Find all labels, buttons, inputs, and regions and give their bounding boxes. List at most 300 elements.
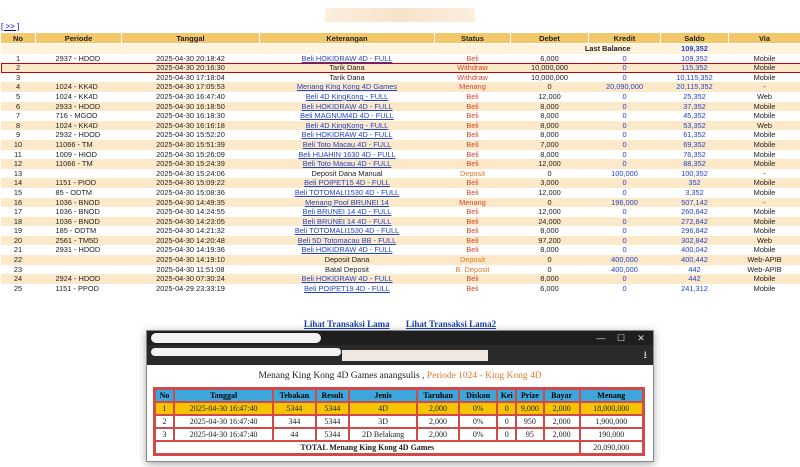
- row-periode: 1024 - KK4D: [36, 121, 122, 131]
- row-tanggal: 2025-04-30 11:51:08: [122, 265, 260, 275]
- table-row: [1, 150, 800, 160]
- row-tanggal: 2025-04-30 20:18:42: [122, 54, 260, 64]
- win-row: [155, 415, 643, 428]
- table-row: [1, 159, 800, 169]
- win-cell-diskon: 0%: [459, 428, 497, 441]
- row-no: 19: [1, 226, 36, 236]
- row-debet: 24,000: [511, 217, 589, 227]
- row-keterangan[interactable]: Beli HOKIDRAW 4D - FULL: [260, 130, 435, 140]
- win-row: [155, 402, 643, 415]
- row-debet: 0: [511, 265, 589, 275]
- row-periode: [36, 265, 122, 275]
- row-no: 13: [1, 169, 36, 179]
- row-kredit: 0: [589, 73, 661, 83]
- row-via: Mobile: [729, 245, 800, 255]
- row-no: 1: [1, 54, 36, 64]
- row-keterangan[interactable]: Beli BRUNEI 14 4D - FULL: [260, 217, 435, 227]
- row-keterangan: Tarik Dana: [260, 73, 435, 83]
- win-header-row: [155, 389, 643, 402]
- popup-heading-main: Menang King Kong 4D Games anangsulis ,: [258, 371, 425, 381]
- win-cell-tebakan: 44: [273, 428, 315, 441]
- row-tanggal: 2025-04-30 17:05:53: [122, 82, 260, 92]
- row-no: 14: [1, 178, 36, 188]
- row-kredit: 0: [589, 274, 661, 284]
- row-kredit: 0: [589, 226, 661, 236]
- row-no: 7: [1, 111, 36, 121]
- win-cell-prize: 950: [516, 415, 543, 428]
- col-no: No: [1, 33, 36, 44]
- row-saldo: 37,352: [661, 102, 729, 112]
- win-cell-diskon: 0%: [459, 415, 497, 428]
- row-saldo: 45,352: [661, 111, 729, 121]
- table-row: [1, 92, 800, 102]
- row-status: Beli: [435, 284, 511, 294]
- row-keterangan[interactable]: Beli BRUNEI 14 4D - FULL: [260, 207, 435, 217]
- row-via: Mobile: [729, 140, 800, 150]
- win-cell-prize: 9,000: [516, 402, 543, 415]
- col-saldo: Saldo: [661, 33, 729, 44]
- win-cell-bayar: 2,000: [544, 428, 580, 441]
- row-no: 10: [1, 140, 36, 150]
- row-debet: 10,000,000: [511, 63, 589, 73]
- col-kredit: Kredit: [589, 33, 661, 44]
- old-transactions2-link[interactable]: Lihat Transaksi Lama2: [405, 319, 497, 329]
- transaction-table: [0, 32, 800, 293]
- row-keterangan[interactable]: Menang King Kong 4D Games: [260, 82, 435, 92]
- row-periode: 2937 - HDOD: [36, 54, 122, 64]
- row-tanggal: 2025-04-30 14:24:55: [122, 207, 260, 217]
- popup-titlebar: [147, 331, 653, 345]
- row-no: 9: [1, 130, 36, 140]
- win-cell-tebakan: 5344: [273, 402, 315, 415]
- row-saldo: 442: [661, 274, 729, 284]
- table-row: [1, 130, 800, 140]
- row-no: 5: [1, 92, 36, 102]
- row-debet: 6,000: [511, 54, 589, 64]
- row-keterangan[interactable]: Beli POIPET15 4D - FULL: [260, 178, 435, 188]
- win-cell-result: 5344: [316, 415, 350, 428]
- win-col-menang: Menang: [580, 389, 643, 402]
- row-debet: 8,000: [511, 150, 589, 160]
- win-col-result: Result: [316, 389, 350, 402]
- row-tanggal: 2025-04-30 20:16:30: [122, 63, 260, 73]
- row-saldo: 10,115,352: [661, 73, 729, 83]
- win-cell-taruhan: 2,000: [417, 415, 459, 428]
- row-saldo: 25,352: [661, 92, 729, 102]
- last-balance-row: [1, 44, 800, 54]
- row-debet: 7,000: [511, 140, 589, 150]
- win-col-tanggal: Tanggal: [174, 389, 273, 402]
- row-kredit: 0: [589, 63, 661, 73]
- row-saldo: 53,352: [661, 121, 729, 131]
- col-tanggal: Tanggal: [122, 33, 260, 44]
- row-keterangan[interactable]: Beli 4D KingKong - FULL: [260, 92, 435, 102]
- row-debet: 12,000: [511, 207, 589, 217]
- col-debet: Debet: [511, 33, 589, 44]
- win-cell-kei: 0: [497, 428, 516, 441]
- old-transactions-link[interactable]: Lihat Transaksi Lama: [303, 319, 390, 329]
- row-no: 24: [1, 274, 36, 284]
- row-via: -: [729, 169, 800, 179]
- row-status: Beli: [435, 159, 511, 169]
- table-row: [1, 255, 800, 265]
- row-tanggal: 2025-04-30 14:19:36: [122, 245, 260, 255]
- row-no: 23: [1, 265, 36, 275]
- row-status: Beli: [435, 92, 511, 102]
- row-debet: 8,000: [511, 102, 589, 112]
- row-periode: [36, 169, 122, 179]
- table-row: [1, 102, 800, 112]
- row-via: Mobile: [729, 159, 800, 169]
- row-kredit: 0: [589, 188, 661, 198]
- row-debet: 8,000: [511, 111, 589, 121]
- row-saldo: 88,352: [661, 159, 729, 169]
- popup-content: [147, 371, 653, 452]
- row-status: Beli: [435, 236, 511, 246]
- row-kredit: 0: [589, 150, 661, 160]
- redacted-url: [151, 348, 341, 356]
- row-periode: 2924 - HDOD: [36, 274, 122, 284]
- row-kredit: 0: [589, 217, 661, 227]
- row-keterangan: Deposit Dana Manual: [260, 169, 435, 179]
- win-col-bayar: Bayar: [544, 389, 580, 402]
- row-tanggal: 2025-04-30 15:24:39: [122, 159, 260, 169]
- row-no: 6: [1, 102, 36, 112]
- row-keterangan[interactable]: Menang Pool BRUNEI 14: [260, 198, 435, 208]
- row-no: 8: [1, 121, 36, 131]
- table-row: [1, 188, 800, 198]
- table-row: [1, 82, 800, 92]
- row-saldo: 302,842: [661, 236, 729, 246]
- row-via: -: [729, 82, 800, 92]
- row-no: 20: [1, 236, 36, 246]
- row-no: 12: [1, 159, 36, 169]
- win-col-jenis: Jenis: [349, 389, 417, 402]
- row-tanggal: 2025-04-30 15:09:22: [122, 178, 260, 188]
- table-row: [1, 73, 800, 83]
- row-no: 22: [1, 255, 36, 265]
- maximize-icon[interactable]: ☐: [616, 333, 626, 343]
- row-tanggal: 2025-04-30 17:18:04: [122, 73, 260, 83]
- row-periode: 2933 - HDOD: [36, 102, 122, 112]
- minimize-icon[interactable]: —: [596, 333, 606, 343]
- row-via: Web-APIB: [729, 255, 800, 265]
- row-status: Deposit: [435, 169, 511, 179]
- row-status: Beli: [435, 274, 511, 284]
- table-row: [1, 226, 800, 236]
- row-debet: 0: [511, 255, 589, 265]
- win-col-taruhan: Taruhan: [417, 389, 459, 402]
- redacted-title: [325, 8, 475, 22]
- row-kredit: 0: [589, 130, 661, 140]
- win-cell-menang: 190,000: [580, 428, 643, 441]
- row-saldo: 260,842: [661, 207, 729, 217]
- row-saldo: 76,352: [661, 150, 729, 160]
- row-keterangan: Deposit Dana: [260, 255, 435, 265]
- row-via: Mobile: [729, 178, 800, 188]
- row-tanggal: 2025-04-30 15:52:20: [122, 130, 260, 140]
- row-status: Beli: [435, 188, 511, 198]
- row-no: 15: [1, 188, 36, 198]
- win-cell-bayar: 2,000: [544, 402, 580, 415]
- row-via: Mobile: [729, 274, 800, 284]
- row-debet: 8,000: [511, 130, 589, 140]
- popup-heading-periode: Periode 1024 - King Kong 4D: [426, 371, 542, 381]
- row-periode: 1036 - BNOD: [36, 217, 122, 227]
- row-status: Menang: [435, 198, 511, 208]
- row-kredit: 196,000: [589, 198, 661, 208]
- win-cell-tanggal: 2025-04-30 16:47:40: [174, 428, 273, 441]
- download-icon[interactable]: ⭳: [643, 350, 647, 361]
- table-header-row: [1, 33, 800, 44]
- win-col-diskon: Diskon: [459, 389, 497, 402]
- row-status: Beli: [435, 54, 511, 64]
- row-saldo: 61,352: [661, 130, 729, 140]
- row-kredit: 0: [589, 284, 661, 294]
- row-keterangan[interactable]: Beli HOKIDRAW 4D - FULL: [260, 274, 435, 284]
- win-cell-jenis: 4D: [349, 402, 417, 415]
- popup-heading: [147, 371, 653, 383]
- table-row: [1, 140, 800, 150]
- col-keterangan: Keterangan: [260, 33, 435, 44]
- row-tanggal: 2025-04-30 07:30:24: [122, 274, 260, 284]
- win-cell-no: 3: [155, 428, 174, 441]
- row-via: Mobile: [729, 102, 800, 112]
- row-debet: 12,000: [511, 159, 589, 169]
- last-balance-value: 109,352: [661, 44, 729, 54]
- row-debet: 12,000: [511, 188, 589, 198]
- row-via: Web: [729, 92, 800, 102]
- row-kredit: 0: [589, 102, 661, 112]
- win-cell-kei: 0: [497, 402, 516, 415]
- row-periode: 11066 - TM: [36, 159, 122, 169]
- row-tanggal: 2025-04-30 14:21:32: [122, 226, 260, 236]
- row-periode: 716 - MGOD: [36, 111, 122, 121]
- row-periode: 2932 - HDOD: [36, 130, 122, 140]
- row-via: Mobile: [729, 150, 800, 160]
- row-tanggal: 2025-04-30 15:26:09: [122, 150, 260, 160]
- win-cell-jenis: 2D Belakang: [349, 428, 417, 441]
- row-periode: 1151 - PPOD: [36, 284, 122, 294]
- table-row: [1, 198, 800, 208]
- row-via: -: [729, 198, 800, 208]
- redacted-url-extra: [342, 350, 488, 361]
- row-keterangan: Batal Deposit: [260, 265, 435, 275]
- row-via: Mobile: [729, 207, 800, 217]
- win-cell-result: 5344: [316, 428, 350, 441]
- row-status: Beli: [435, 217, 511, 227]
- row-status: Beli: [435, 150, 511, 160]
- table-row: [1, 245, 800, 255]
- row-status: Beli: [435, 178, 511, 188]
- row-periode: 11066 - TM: [36, 140, 122, 150]
- win-col-tebakan: Tebakan: [273, 389, 315, 402]
- row-no: 18: [1, 217, 36, 227]
- redacted-popup-title: [151, 333, 321, 343]
- table-row: [1, 265, 800, 275]
- last-balance-label: Last Balance: [511, 44, 661, 54]
- row-no: 2: [1, 63, 36, 73]
- row-saldo: 296,842: [661, 226, 729, 236]
- win-cell-result: 5344: [316, 402, 350, 415]
- row-via: Mobile: [729, 54, 800, 64]
- row-saldo: 69,352: [661, 140, 729, 150]
- row-kredit: 100,000: [589, 169, 661, 179]
- row-periode: 2931 - HDOD: [36, 245, 122, 255]
- win-detail-table: [153, 387, 645, 456]
- row-status: Beli: [435, 245, 511, 255]
- row-saldo: 272,842: [661, 217, 729, 227]
- win-cell-no: 2: [155, 415, 174, 428]
- row-debet: 8,000: [511, 226, 589, 236]
- win-cell-menang: 18,000,000: [580, 402, 643, 415]
- row-periode: 185 - ODTM: [36, 226, 122, 236]
- win-total-label: TOTAL Menang King Kong 4D Games: [155, 441, 580, 454]
- row-periode: 1036 - BNOD: [36, 207, 122, 217]
- row-kredit: 0: [589, 159, 661, 169]
- row-saldo: 507,142: [661, 198, 729, 208]
- row-keterangan[interactable]: Beli Toto Macau 4D - FULL: [260, 140, 435, 150]
- row-kredit: 0: [589, 245, 661, 255]
- row-tanggal: 2025-04-30 16:18:50: [122, 102, 260, 112]
- row-no: 11: [1, 150, 36, 160]
- row-via: Mobile: [729, 284, 800, 294]
- row-tanggal: 2025-04-30 15:08:36: [122, 188, 260, 198]
- win-cell-taruhan: 2,000: [417, 428, 459, 441]
- top-bar: [0, 0, 800, 20]
- win-cell-menang: 1,900,000: [580, 415, 643, 428]
- row-no: 25: [1, 284, 36, 294]
- col-periode: Periode: [36, 33, 122, 44]
- table-row: [1, 207, 800, 217]
- row-tanggal: 2025-04-30 14:20:48: [122, 236, 260, 246]
- win-total-value: 20,090,000: [580, 441, 643, 454]
- row-periode: 1009 - HIOD: [36, 150, 122, 160]
- next-page-link[interactable]: [ >> ]: [1, 22, 20, 31]
- win-cell-no: 1: [155, 402, 174, 415]
- row-kredit: 0: [589, 111, 661, 121]
- win-cell-tebakan: 344: [273, 415, 315, 428]
- table-row: [1, 111, 800, 121]
- row-keterangan[interactable]: Beli HOKIDRAW 4D - FULL: [260, 245, 435, 255]
- row-debet: 0: [511, 169, 589, 179]
- row-tanggal: 2025-04-30 15:51:39: [122, 140, 260, 150]
- win-cell-diskon: 0%: [459, 402, 497, 415]
- row-status: Beli: [435, 102, 511, 112]
- win-row: [155, 428, 643, 441]
- row-keterangan[interactable]: Beli 4D KingKong - FULL: [260, 121, 435, 131]
- row-keterangan[interactable]: Beli 5D Totomacau BB - FULL: [260, 236, 435, 246]
- table-row: [1, 169, 800, 179]
- row-status: Beli: [435, 111, 511, 121]
- row-via: Mobile: [729, 188, 800, 198]
- row-kredit: 0: [589, 207, 661, 217]
- row-periode: 1036 - BNOD: [36, 198, 122, 208]
- row-keterangan[interactable]: Beli HOKIDRAW 4D - FULL: [260, 102, 435, 112]
- row-kredit: 400,000: [589, 265, 661, 275]
- row-periode: 1024 - KK4D: [36, 92, 122, 102]
- row-status: Beli: [435, 207, 511, 217]
- row-via: Mobile: [729, 73, 800, 83]
- row-saldo: 115,352: [661, 63, 729, 73]
- row-tanggal: 2025-04-30 15:24:06: [122, 169, 260, 179]
- table-row: [1, 178, 800, 188]
- row-keterangan[interactable]: Beli POIPET19 4D - FULL: [260, 284, 435, 294]
- win-cell-bayar: 2,000: [544, 415, 580, 428]
- row-keterangan[interactable]: Beli MAGNUM4D 4D - FULL: [260, 111, 435, 121]
- win-cell-tanggal: 2025-04-30 16:47:40: [174, 415, 273, 428]
- win-total-row: [155, 441, 643, 454]
- row-via: Mobile: [729, 63, 800, 73]
- row-keterangan: Tarik Dana: [260, 63, 435, 73]
- row-tanggal: 2025-04-30 14:19:10: [122, 255, 260, 265]
- row-keterangan[interactable]: Beli Toto Macau 4D - FULL: [260, 159, 435, 169]
- row-keterangan[interactable]: Beli HUAHIN 1630 4D - FULL: [260, 150, 435, 160]
- row-via: Mobile: [729, 130, 800, 140]
- row-keterangan[interactable]: Beli TOTOMALI1530 4D - FULL: [260, 188, 435, 198]
- row-periode: 2561 - TM5D: [36, 236, 122, 246]
- table-row: [1, 54, 800, 64]
- row-periode: 85 - ODTM: [36, 188, 122, 198]
- row-tanggal: 2025-04-30 16:18:30: [122, 111, 260, 121]
- row-status: Withdraw: [435, 73, 511, 83]
- row-status: B. Deposit: [435, 265, 511, 275]
- row-debet: 6,000: [511, 284, 589, 294]
- row-saldo: 100,352: [661, 169, 729, 179]
- close-icon[interactable]: ✕: [637, 333, 645, 343]
- win-cell-jenis: 3D: [349, 415, 417, 428]
- row-debet: 97,200: [511, 236, 589, 246]
- row-periode: [36, 63, 122, 73]
- row-saldo: 442: [661, 265, 729, 275]
- row-kredit: 0: [589, 140, 661, 150]
- row-status: Beli: [435, 140, 511, 150]
- row-saldo: 352: [661, 178, 729, 188]
- win-detail-popup: [146, 330, 654, 462]
- row-via: Web: [729, 236, 800, 246]
- bottom-links: [0, 319, 800, 329]
- row-tanggal: 2025-04-29 23:33:19: [122, 284, 260, 294]
- row-periode: [36, 255, 122, 265]
- row-saldo: 20,115,352: [661, 82, 729, 92]
- win-cell-kei: 0: [497, 415, 516, 428]
- row-kredit: 0: [589, 236, 661, 246]
- table-row: [1, 284, 800, 294]
- row-kredit: 0: [589, 92, 661, 102]
- row-saldo: 241,312: [661, 284, 729, 294]
- row-no: 21: [1, 245, 36, 255]
- row-saldo: 109,352: [661, 54, 729, 64]
- row-debet: 0: [511, 198, 589, 208]
- row-kredit: 0: [589, 178, 661, 188]
- row-saldo: 400,042: [661, 245, 729, 255]
- row-kredit: 20,090,000: [589, 82, 661, 92]
- row-no: 4: [1, 82, 36, 92]
- row-via: Mobile: [729, 111, 800, 121]
- row-kredit: 0: [589, 121, 661, 131]
- row-kredit: 400,000: [589, 255, 661, 265]
- win-col-prize: Prize: [516, 389, 543, 402]
- table-row: [1, 121, 800, 131]
- row-no: 3: [1, 73, 36, 83]
- row-keterangan[interactable]: Beli HOKIDRAW 4D - FULL: [260, 54, 435, 64]
- table-row: [1, 217, 800, 227]
- col-via: Via: [729, 33, 800, 44]
- row-no: 16: [1, 198, 36, 208]
- row-via: Web: [729, 121, 800, 131]
- row-keterangan[interactable]: Beli TOTOMALI1530 4D - FULL: [260, 226, 435, 236]
- row-debet: 8,000: [511, 121, 589, 131]
